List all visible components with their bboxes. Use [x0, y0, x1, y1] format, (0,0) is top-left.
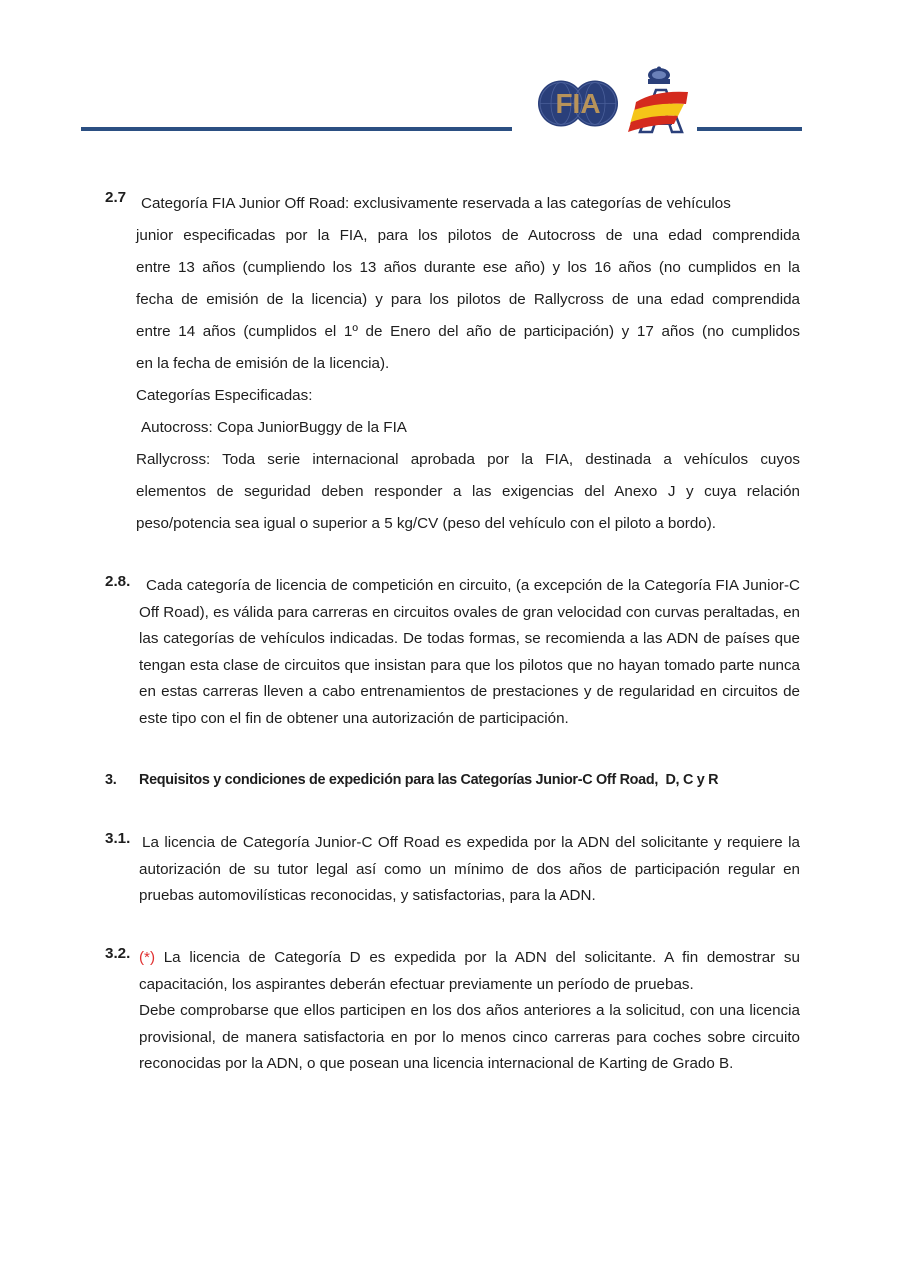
- section-3-1: [105, 830, 800, 910]
- section-2-7-line-0: Categoría FIA Junior Off Road: exclusivamente reservada a las categorías de vehículos: [141, 195, 731, 212]
- section-2-7: [105, 188, 800, 540]
- section-3-heading: [105, 772, 718, 788]
- specified-categories-label: Categorías Especificadas:: [136, 387, 313, 404]
- rfeda-logo-icon: [626, 66, 690, 134]
- rallycross-line-1: elementos de seguridad deben responder a las exigencias del Anexo J y cuya relación: [136, 483, 800, 500]
- section-2-8-text: [139, 573, 800, 732]
- section-2-7-line-2: entre 13 años (cumpliendo los 13 años durante ese año) y los 16 años (no cumplidos en la: [136, 259, 800, 276]
- section-3-1-body: La licencia de Categoría Junior-C Off Road es expedida por la ADN del solicitante y requiere la autorización de su tutor legal así como un mínimo de dos años de participación regular en pruebas automovilísticas reconocidas, y satisfactorias, para la ADN.: [139, 834, 800, 904]
- fia-logo-icon: [537, 77, 619, 130]
- section-2-7-line-5: en la fecha de emisión de la licencia).: [136, 355, 390, 372]
- section-2-7-line-3: fecha de emisión de la licencia) y para los pilotos de Rallycross de una edad comprendida: [136, 291, 800, 308]
- header-rule-right: [697, 127, 802, 131]
- crown-icon: [648, 67, 670, 85]
- section-3-1-text: [139, 830, 800, 910]
- rallycross-line-0: Rallycross: Toda serie internacional aprobada por la FIA, destinada a vehículos cuyos: [136, 451, 800, 468]
- section-3-2-text: [139, 945, 800, 998]
- section-3-title: Requisitos y condiciones de expedición para las Categorías Junior-C Off Road, D, C y R: [139, 772, 719, 788]
- section-2-8: [105, 573, 800, 732]
- section-2-7-line-4: entre 14 años (cumplidos el 1º de Enero del año de participación) y 17 años (no cumplidos: [136, 323, 800, 340]
- section-number: 2.8.: [105, 573, 131, 590]
- section-3-2: [105, 945, 800, 1078]
- section-2-7-line-1: junior especificadas por la FIA, para los pilotos de Autocross de una edad comprendida: [136, 227, 800, 244]
- section-number: 3.: [105, 772, 117, 788]
- section-number: 3.2.: [105, 945, 131, 962]
- section-3-2-text2: Debe comprobarse que ellos participen en los dos años anteriores a la solicitud, con una licencia provisional, de manera satisfactoria en por lo menos cinco carreras para coches sobre circuito reconocidas por la ADN, o que posean una licencia internacional de Karting de Grado B.: [139, 1002, 800, 1072]
- section-number: 3.1.: [105, 830, 131, 847]
- amendment-marker: (*): [139, 949, 156, 966]
- section-2-8-body: Cada categoría de licencia de competición en circuito, (a excepción de la Categoría FIA Junior-C Off Road), es válida para carreras en circuitos ovales de gran velocidad con curvas peraltadas, en las categorías de vehículos indicadas. De todas formas, se recomienda a las ADN de países que tengan esta clase de circuitos que insistan para que los pilotos que no hayan tomado parte nunca en estas carreras lleven a cabo entrenamientos de prestaciones y de regularidad en circuitos de este tipo con el fin de obtener una autorización de participación.: [139, 577, 800, 727]
- svg-text:FIA: FIA: [555, 88, 601, 119]
- section-3-2-body: La licencia de Categoría D es expedida por la ADN del solicitante. A fin demostrar su capacitación, los aspirantes deberán efectuar previamente un período de pruebas.: [139, 949, 800, 993]
- autocross-category: Autocross: Copa JuniorBuggy de la FIA: [141, 419, 407, 436]
- section-number: 2.7: [105, 189, 127, 206]
- rallycross-line-2: peso/potencia sea igual o superior a 5 kg/CV (peso del vehículo con el piloto a bordo).: [136, 515, 717, 532]
- header-rule-left: [81, 127, 512, 131]
